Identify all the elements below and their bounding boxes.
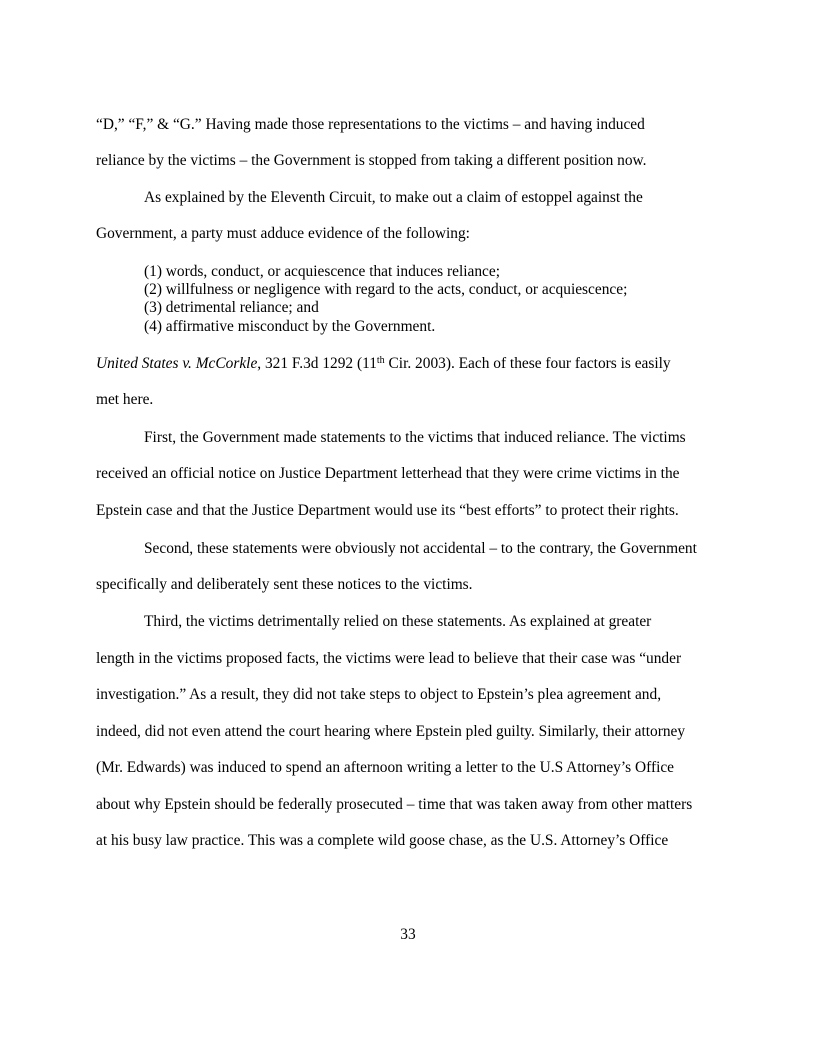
text-line: investigation.” As a result, they did not take steps to object to Epstein’s plea agreement and, — [96, 686, 662, 703]
text-line: “D,” “F,” & “G.” Having made those representations to the victims – and having induced — [96, 116, 645, 133]
text-line: about why Epstein should be federally prosecuted – time that was taken away from other matters — [96, 796, 693, 813]
text-line: reliance by the victims – the Government is stopped from taking a different position now. — [96, 152, 647, 169]
factor-item: (1) words, conduct, or acquiescence that induces reliance; — [144, 263, 500, 280]
citation-rest: Cir. 2003). Each of these four factors is easily — [384, 355, 671, 372]
text-line: Third, the victims detrimentally relied on these statements. As explained at greater — [144, 613, 652, 630]
text-line: (Mr. Edwards) was induced to spend an afternoon writing a letter to the U.S Attorney’s Office — [96, 759, 675, 776]
text-line: First, the Government made statements to the victims that induced reliance. The victims — [144, 429, 686, 446]
text-line: specifically and deliberately sent these notices to the victims. — [96, 576, 473, 593]
text-line: As explained by the Eleventh Circuit, to make out a claim of estoppel against the — [144, 189, 643, 206]
case-name: United States v. McCorkle — [96, 355, 258, 372]
citation-line — [96, 355, 671, 373]
page-number: 33 — [400, 926, 416, 943]
text-line: Epstein case and that the Justice Department would use its “best efforts” to protect their rights. — [96, 502, 679, 519]
text-line: at his busy law practice. This was a complete wild goose chase, as the U.S. Attorney’s Office — [96, 832, 669, 849]
factor-item: (4) affirmative misconduct by the Government. — [144, 318, 436, 335]
factor-item: (3) detrimental reliance; and — [144, 299, 319, 316]
text-line: Government, a party must adduce evidence of the following: — [96, 225, 470, 242]
text-line: length in the victims proposed facts, the victims were lead to believe that their case was “under — [96, 650, 682, 667]
ordinal-suffix: th — [376, 355, 385, 366]
text-line: met here. — [96, 391, 154, 408]
text-line: Second, these statements were obviously not accidental – to the contrary, the Government — [144, 540, 697, 557]
factor-item: (2) willfulness or negligence with regard to the acts, conduct, or acquiescence; — [144, 281, 628, 298]
text-line: indeed, did not even attend the court hearing where Epstein pled guilty. Similarly, their attorney — [96, 723, 686, 740]
text-line: received an official notice on Justice Department letterhead that they were crime victims in the — [96, 465, 680, 482]
citation-reporter: , 321 F.3d 1292 (11 — [257, 355, 377, 372]
